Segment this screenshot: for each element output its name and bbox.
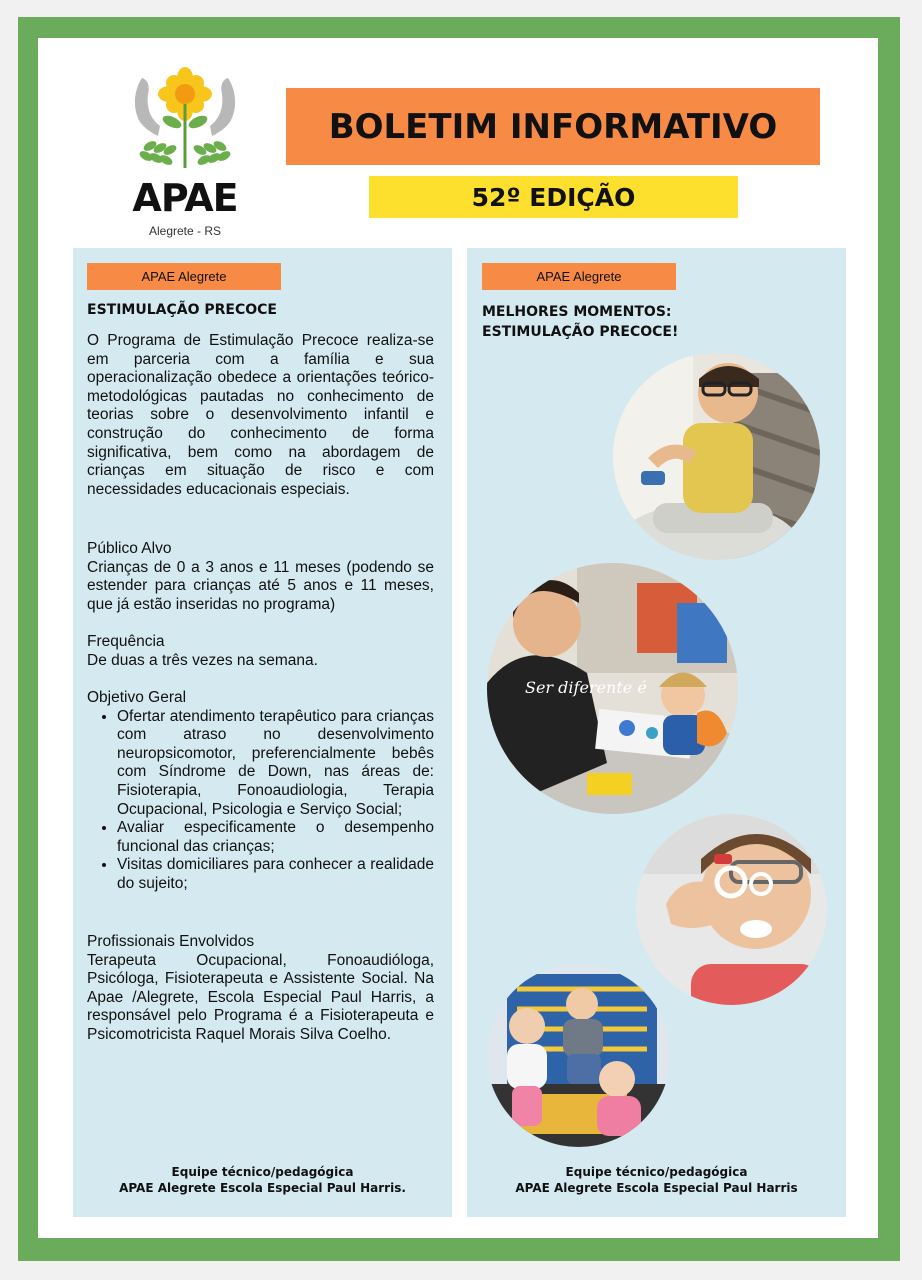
photo-toddlers bbox=[487, 964, 670, 1147]
left-tag: APAE Alegrete bbox=[87, 263, 281, 290]
objetivos-list bbox=[87, 708, 434, 894]
right-title-line1: MELHORES MOMENTOS: bbox=[482, 304, 672, 320]
right-footer-school: APAE Alegrete Escola Especial Paul Harris bbox=[515, 1181, 798, 1195]
logo-city: Alegrete - RS bbox=[148, 224, 222, 238]
list-item: • Ofertar atendimento terapêutico para crianças com atraso no desenvolvimento neuropsicomotor, preferencialmente bebês com Síndrome de Down, nas áreas de: Fisioterapia, Fonoaudiologia, Terapia Ocupacional, Psicologia e Serviço Social; bbox=[117, 708, 434, 820]
apae-logo bbox=[120, 64, 250, 242]
list-item: • Visitas domiciliares para conhecer a realidade do sujeito; bbox=[117, 856, 434, 893]
sunflower-hands-icon bbox=[120, 64, 250, 176]
right-section-title bbox=[482, 302, 678, 342]
photo-therapist-painting bbox=[487, 563, 738, 814]
frequencia-block bbox=[87, 633, 434, 670]
profissionais-text: Terapeuta Ocupacional, Fonoaudióloga, Psicóloga, Fisioterapeuta e Assistente Social. Na Apae /Alegrete, Escola Especial Paul Harris, a responsável pelo Programa é a Fisioterapeuta e Psicomotricista Raquel Morais Silva Coelho. bbox=[87, 951, 434, 1043]
left-footer-team: Equipe técnico/pedagógica bbox=[171, 1165, 354, 1179]
left-section-title: ESTIMULAÇÃO PRECOCE bbox=[87, 302, 277, 318]
profissionais-block bbox=[87, 933, 434, 1045]
right-tag: APAE Alegrete bbox=[482, 263, 676, 290]
photo-boy-high-chair bbox=[613, 353, 820, 560]
intro-paragraph: O Programa de Estimulação Precoce realiza-se em parceria com a família e sua operacionalização obedece a orientações teórico-metodológicas pautadas no conhecimento de teorias sobre o desenvolvimento infantil e construção do conhecimento de forma significativa, bem como na abordagem de crianças em situação de risco e com necessidades educacionais especiais. bbox=[87, 332, 434, 498]
right-footer bbox=[467, 1164, 846, 1196]
tshirt-text: Ser diferente é bbox=[525, 678, 647, 697]
left-footer bbox=[73, 1164, 452, 1196]
frequencia-text: De duas a três vezes na semana. bbox=[87, 651, 318, 669]
publico-alvo-block bbox=[87, 540, 434, 614]
bulletin-title: BOLETIM INFORMATIVO bbox=[286, 88, 820, 165]
edition-badge: 52º EDIÇÃO bbox=[369, 176, 738, 218]
photo-boy-bubbles bbox=[636, 814, 827, 1005]
frequencia-heading: Frequência bbox=[87, 633, 165, 650]
list-item: • Avaliar especificamente o desempenho funcional das crianças; bbox=[117, 819, 434, 856]
logo-wordmark: APAE bbox=[132, 176, 238, 220]
publico-alvo-text: Crianças de 0 a 3 anos e 11 meses (podendo se estender para crianças até 5 anos e 11 meses, que já estão inseridas no programa) bbox=[87, 558, 434, 613]
objetivo-block bbox=[87, 689, 434, 894]
publico-alvo-heading: Público Alvo bbox=[87, 540, 172, 557]
right-title-line2: ESTIMULAÇÃO PRECOCE! bbox=[482, 324, 679, 340]
right-footer-team: Equipe técnico/pedagógica bbox=[565, 1165, 748, 1179]
left-footer-school: APAE Alegrete Escola Especial Paul Harris. bbox=[119, 1181, 406, 1195]
profissionais-heading: Profissionais Envolvidos bbox=[87, 933, 255, 950]
objetivo-heading: Objetivo Geral bbox=[87, 689, 187, 706]
